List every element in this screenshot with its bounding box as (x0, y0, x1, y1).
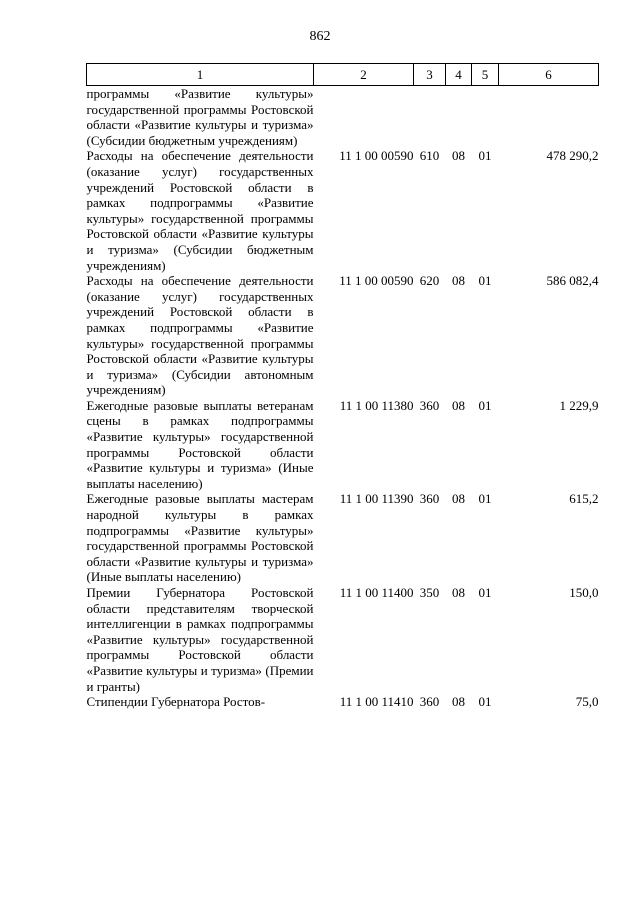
table-row (87, 273, 599, 398)
row-subsection: 01 (478, 585, 492, 600)
row-subsection: 01 (478, 694, 492, 710)
row-subsection (472, 86, 499, 149)
row-description: Расходы на обеспечение деятельности (оказание услуг) государственных учреждений Ростовской области в рамках подпрограммы «Развитие культуры» государственной программы Ростовской области «Развитие культуры и туризма» (Субсидии бюджетным учреждениям) (86, 148, 314, 273)
row-expense-type: 620 (419, 273, 440, 289)
row-amount: 1 229,9 (559, 397, 599, 413)
row-amount: 615,2 (569, 491, 599, 507)
row-description: Премии Губернатора Ростовской области представителям творческой интеллигенции в рамках подпрограммы «Развитие культуры» государственной программы Ростовской области «Развитие культуры и туризма» (Премии и гранты) (86, 585, 314, 694)
row-description: Расходы на обеспечение деятельности (оказание услуг) государственных учреждений Ростовской области в рамках подпрограммы «Развитие культуры» государственной программы Ростовской области «Развитие культуры и туризма» (Субсидии автономным учреждениям) (86, 273, 314, 398)
table-row (87, 86, 599, 149)
row-description: Стипендии Губернатора Ростов- (86, 694, 266, 710)
row-section: 08 (452, 273, 465, 289)
row-section: 08 (452, 397, 465, 413)
row-expense-type: 610 (419, 148, 440, 164)
row-expense-type: 360 (419, 694, 440, 710)
table-row (87, 694, 599, 710)
table-row (87, 585, 599, 694)
row-target-code: 11 1 00 11400 (339, 585, 414, 600)
row-section: 08 (452, 585, 465, 600)
row-amount: 586 082,4 (546, 273, 599, 289)
row-section: 08 (452, 491, 465, 507)
row-subsection: 01 (478, 273, 492, 289)
column-header-5: 5 (472, 64, 499, 86)
table-row (87, 398, 599, 492)
column-header-2: 2 (314, 64, 414, 86)
row-target-code: 11 1 00 00590 (339, 273, 414, 289)
column-header-6: 6 (499, 64, 599, 86)
row-amount: 150,0 (569, 585, 599, 600)
row-description: Ежегодные разовые выплаты ветеранам сцены в рамках подпрограммы «Развитие культуры» государственной программы Ростовской области «Развитие культуры и туризма» (Иные выплаты населению) (86, 397, 314, 491)
row-section: 08 (452, 148, 465, 164)
row-amount (499, 86, 599, 149)
row-expense-type (414, 86, 446, 149)
row-expense-type: 360 (419, 491, 440, 507)
column-header-4: 4 (446, 64, 472, 86)
row-subsection: 01 (478, 148, 492, 164)
table-row (87, 491, 599, 585)
row-expense-type: 360 (419, 397, 440, 413)
row-target-code: 11 1 00 11390 (339, 491, 414, 507)
row-section (446, 86, 472, 149)
row-amount: 478 290,2 (546, 148, 599, 164)
page-number: 862 (309, 29, 331, 44)
row-description: Ежегодные разовые выплаты мастерам народной культуры в рамках подпрограммы «Развитие культуры» государственной программы Ростовской области «Развитие культуры и туризма» (Иные выплаты населению) (86, 491, 314, 585)
budget-table (86, 63, 599, 710)
row-target-code: 11 1 00 11410 (339, 694, 414, 710)
row-expense-type: 350 (419, 585, 440, 600)
row-section: 08 (452, 694, 465, 710)
row-target-code: 11 1 00 00590 (339, 148, 414, 164)
row-subsection: 01 (478, 397, 492, 413)
row-description: программы «Развитие культуры» государственной программы Ростовской области «Развитие культуры и туризма» (Субсидии бюджетным учреждениям) (86, 86, 314, 148)
table-header-row (87, 64, 599, 86)
row-target-code: 11 1 00 11380 (339, 397, 414, 413)
row-subsection: 01 (478, 491, 492, 507)
row-amount: 75,0 (575, 694, 599, 710)
table-row (87, 148, 599, 273)
column-header-1: 1 (87, 64, 314, 86)
row-target-code (314, 86, 414, 149)
column-header-3: 3 (414, 64, 446, 86)
